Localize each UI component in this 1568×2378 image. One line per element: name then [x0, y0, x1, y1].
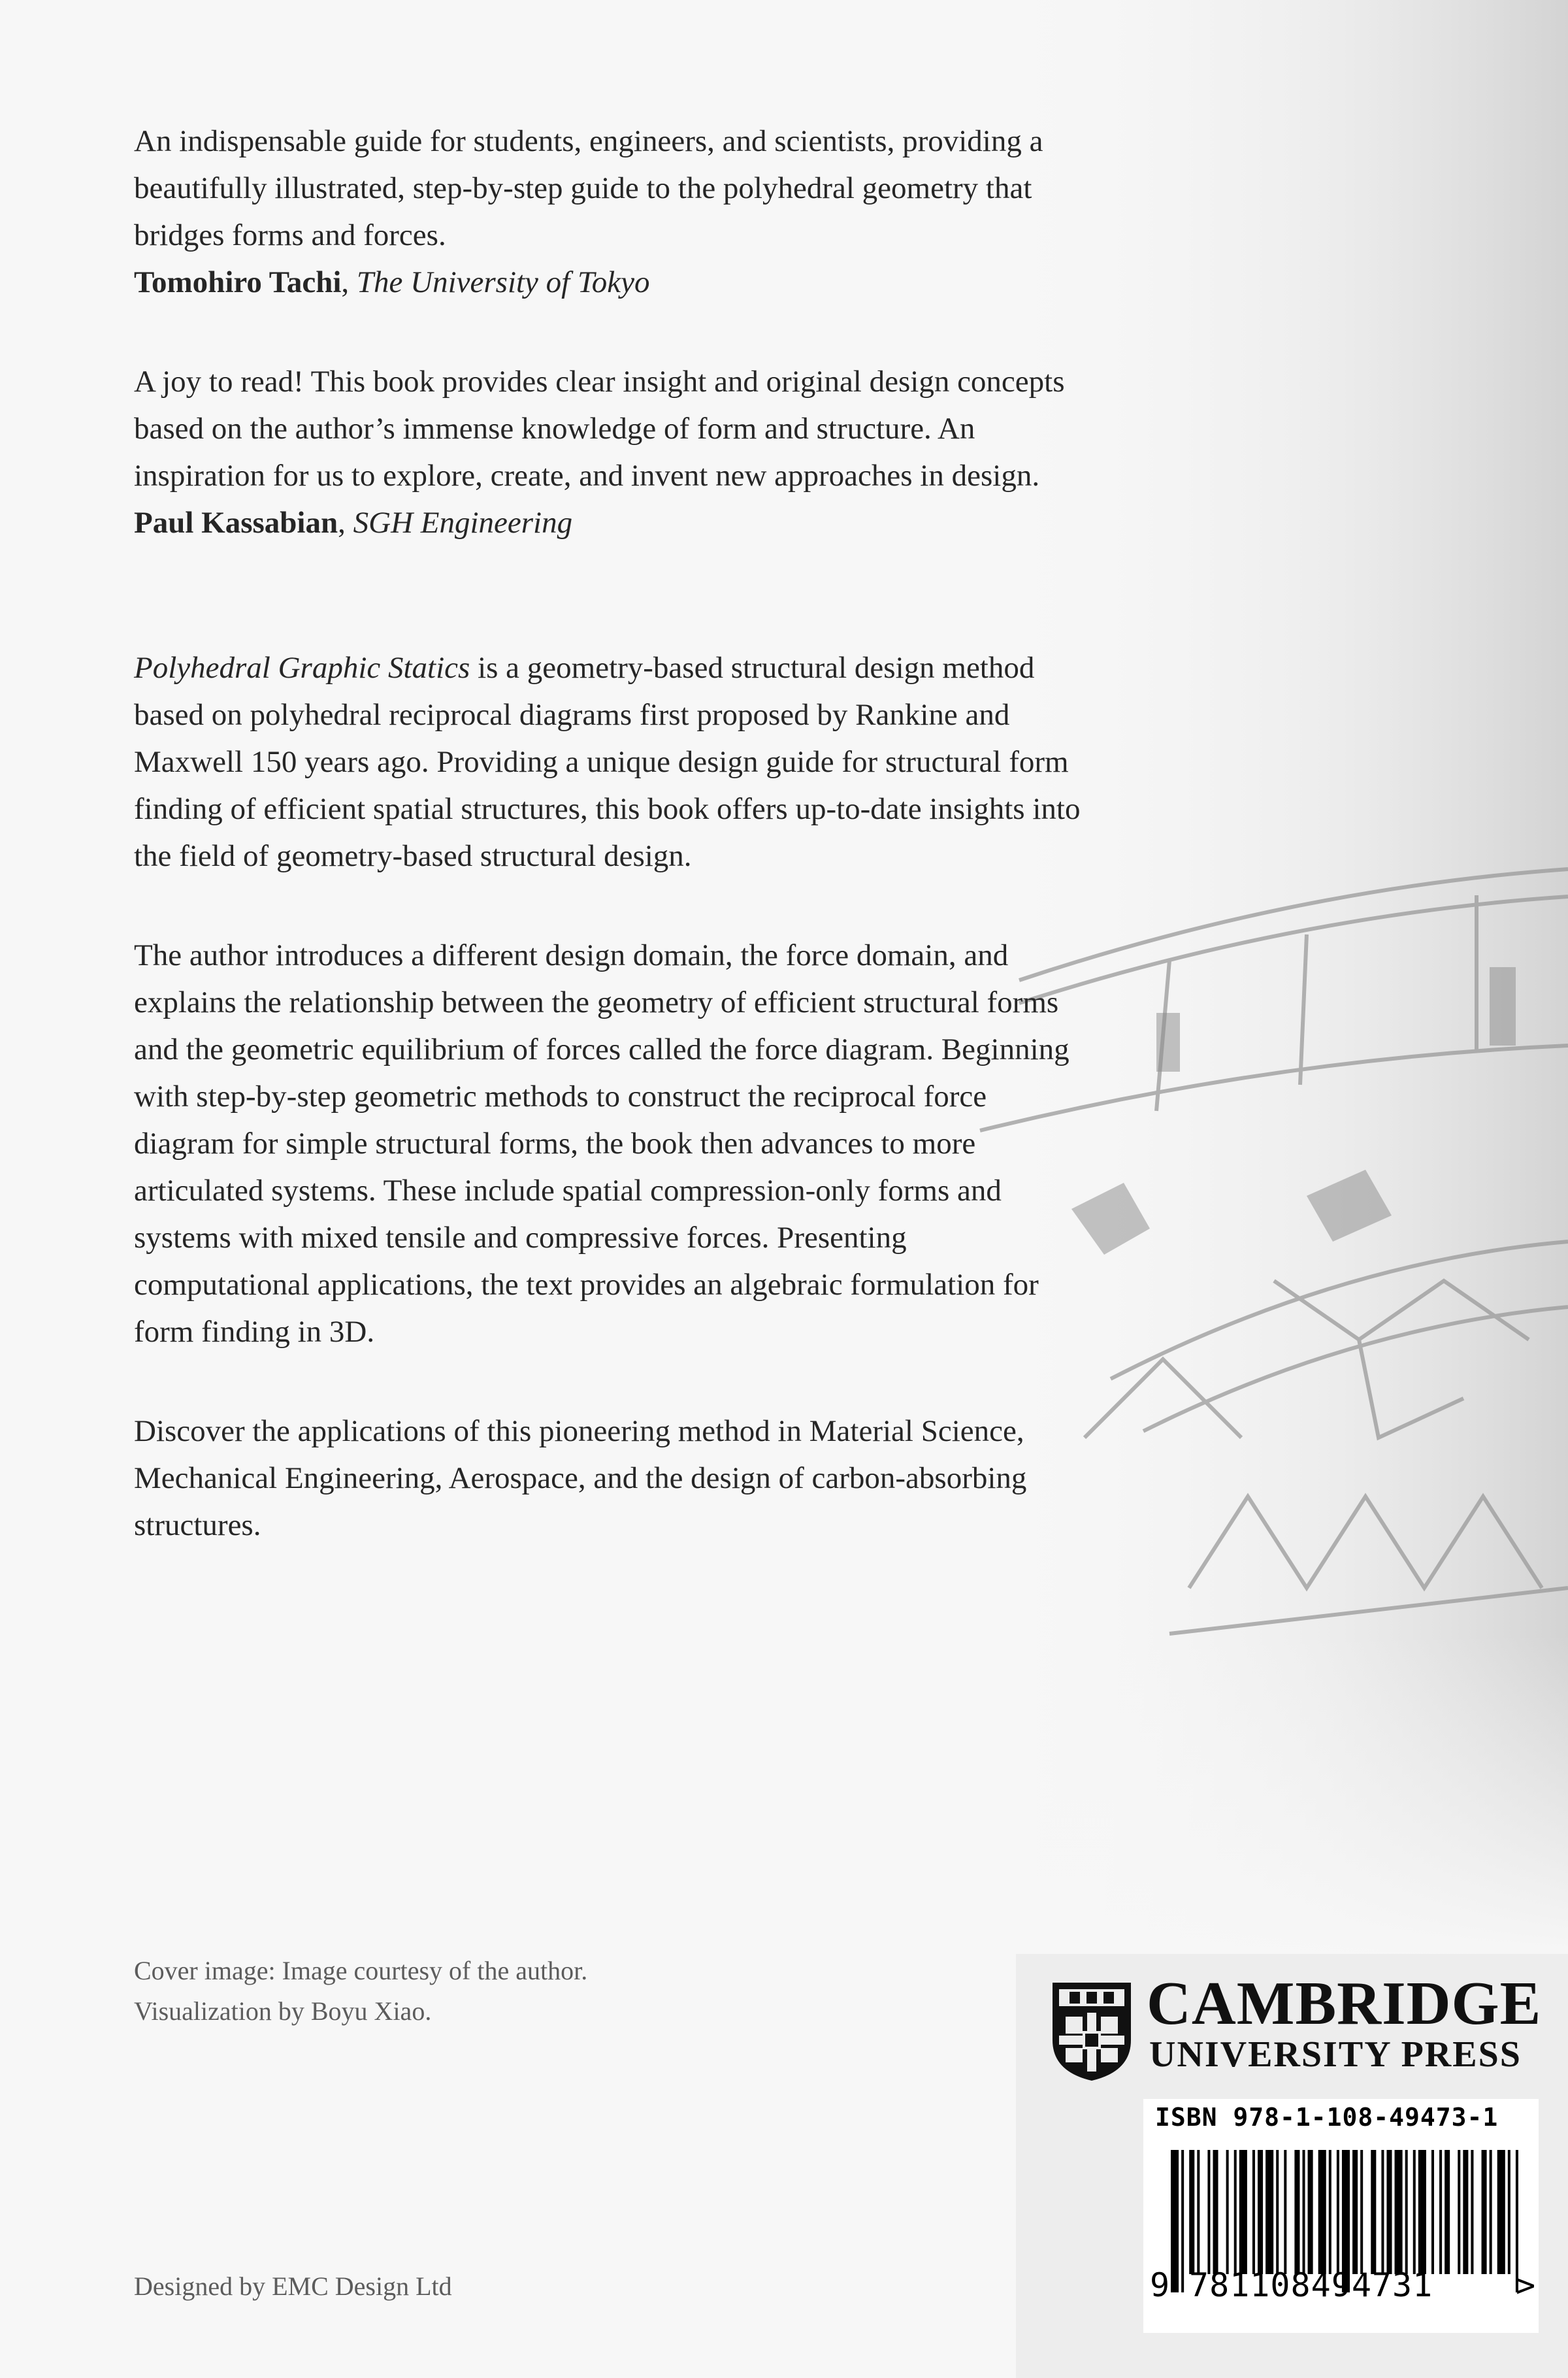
barcode-bar — [1381, 2150, 1384, 2274]
endorsement-2: A joy to read! This book provides clear insight and original design concepts based on the author’s immense knowledge of form and structure. An inspiration for us to explore, create, and invent new approaches in design. Paul Kassabian, SGH Engineering — [134, 365, 1065, 540]
publisher-panel — [1016, 1954, 1568, 2378]
barcode-digits — [1143, 2266, 1539, 2319]
barcode-bar — [1294, 2150, 1299, 2274]
description-paragraph-1 — [134, 644, 1081, 880]
barcode-bar — [1439, 2150, 1442, 2274]
publisher-name: CAMBRIDGE — [1147, 1970, 1542, 2038]
barcode-bar — [1386, 2150, 1392, 2274]
barcode-bar — [1490, 2150, 1492, 2274]
endorsement-1-quote: An indispensable guide for students, engineers, and scientists, providing a beautifully illustrated, step-by-step guide to the polyhedral geometry that bridges forms and forces. — [134, 124, 1043, 252]
cover-credits — [134, 1951, 587, 2032]
barcode-bar — [1284, 2150, 1286, 2274]
endorsement-1: An indispensable guide for students, engineers, and scientists, providing a beautifully illustrated, step-by-step guide to the polyhedral geometry that bridges forms and forces. Tomohiro Tachi, The University of Tokyo — [134, 124, 1043, 299]
description-paragraph-2: The author introduces a different design domain, the force domain, and explains the relationship between the geometry of efficient structural forms and the geometric equilibrium of forces called the force diagram. Beginning with step-by-step geometric methods to construct the reciprocal force diagram for simple structural forms, the book then advances to more articulated systems. These include spatial compression-only forms and systems with mixed tensile and compressive forces. Presenting computational applications, the text provides an algebraic formulation for form finding in 3D. — [134, 938, 1070, 1349]
barcode-bar — [1302, 2150, 1305, 2274]
barcode-bar — [1337, 2150, 1339, 2274]
barcode-bar — [1360, 2150, 1363, 2274]
barcode-bar — [1482, 2150, 1487, 2274]
barcode-bar — [1318, 2150, 1326, 2274]
barcode-bar — [1329, 2150, 1331, 2274]
barcode-bar — [1252, 2150, 1255, 2274]
endorsement-2-quote: A joy to read! This book provides clear insight and original design concepts based on the author’s immense knowledge of form and structure. An inspiration for us to explore, create, and invent new approaches in design. — [134, 365, 1065, 493]
barcode-bar — [1471, 2150, 1473, 2274]
barcode-bar — [1276, 2150, 1279, 2274]
barcode-bar — [1413, 2150, 1416, 2274]
description-1-text: is a geometry-based structural design method based on polyhedral reciprocal diagrams first proposed by Rankine and Maxwell 150 years ago. Providing a unique design guide for structural form finding of efficient spatial structures, this book offers up-to-date insights into the field of geometry-based structural design. — [134, 651, 1081, 873]
barcode-bar — [1463, 2150, 1468, 2274]
publisher-press: UNIVERSITY PRESS — [1149, 2034, 1522, 2075]
endorsement-2-affiliation: SGH Engineering — [353, 506, 573, 540]
visualization-credit: Visualization by Boyu Xiao. — [134, 1996, 432, 2026]
barcode-bar — [1197, 2150, 1200, 2274]
barcode-bar — [1239, 2150, 1247, 2274]
cambridge-shield-icon — [1050, 1980, 1134, 2083]
barcode-bar — [1308, 2150, 1313, 2274]
endorsement-1-name: Tomohiro Tachi — [134, 265, 342, 299]
back-cover-text — [134, 118, 1081, 1549]
barcode-bar — [1189, 2150, 1194, 2274]
endorsement-1-affiliation: The University of Tokyo — [356, 265, 650, 299]
barcode-bar — [1445, 2150, 1450, 2274]
barcode-bar — [1258, 2150, 1263, 2274]
book-title: Polyhedral Graphic Statics — [134, 651, 470, 685]
isbn-label: ISBN 978-1-108-49473-1 — [1155, 2103, 1499, 2132]
barcode-bar — [1352, 2150, 1358, 2274]
isbn-barcode — [1143, 2099, 1539, 2333]
description-paragraph-3: Discover the applications of this pioneering method in Material Science, Mechanical Engineering, Aerospace, and the design of carbon-absorbing structures. — [134, 1414, 1027, 1542]
barcode-bar — [1497, 2150, 1505, 2274]
barcode-bar — [1418, 2150, 1426, 2274]
barcode-bar — [1226, 2150, 1229, 2274]
cover-image-credit: Cover image: Image courtesy of the author. — [134, 1956, 588, 1985]
barcode-bar — [1458, 2150, 1460, 2274]
endorsement-2-name: Paul Kassabian — [134, 506, 338, 540]
designer-credit: Designed by EMC Design Ltd — [134, 2271, 452, 2301]
barcode-bar — [1207, 2150, 1210, 2274]
barcode-bar — [1395, 2150, 1403, 2274]
barcode-bar — [1508, 2150, 1511, 2274]
barcode-bar — [1213, 2150, 1218, 2274]
barcode-bar — [1371, 2150, 1376, 2274]
barcode-bar — [1266, 2150, 1273, 2274]
barcode-bar — [1405, 2150, 1408, 2274]
barcode-quiet-zone-marker: > — [1516, 2266, 1536, 2304]
barcode-digit-groups: 781108494731 — [1189, 2266, 1433, 2304]
barcode-first-digit: 9 — [1150, 2266, 1170, 2304]
barcode-bar — [1234, 2150, 1237, 2274]
barcode-bar — [1431, 2150, 1434, 2274]
